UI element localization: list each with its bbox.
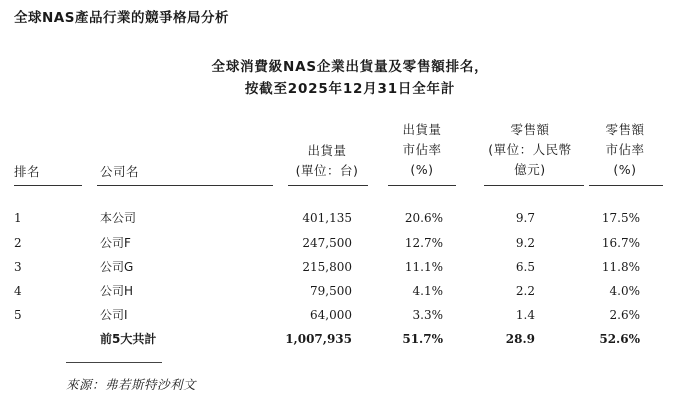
rule-retail-sales	[484, 185, 584, 186]
header-retail-sales: 零售額 (單位：人民幣 億元)	[488, 122, 572, 177]
rule-shipments	[288, 185, 368, 186]
rule-shipment-share	[388, 185, 456, 186]
table-title: 全球消費級NAS企業出貨量及零售額排名，	[211, 59, 489, 75]
header-rank: 排名	[14, 164, 41, 179]
header-shipments: 出貨量 (單位：台)	[295, 143, 359, 178]
table-subtitle: 按截至2025年12月31日全年計	[244, 81, 456, 97]
rule-retail-share	[589, 185, 663, 186]
header-retail-share: 零售額 市佔率 (%)	[605, 122, 645, 177]
rule-rank	[14, 185, 82, 186]
rule-company	[97, 185, 273, 186]
section-heading: 全球NAS產品行業的競爭格局分析	[14, 10, 229, 26]
header-company: 公司名	[100, 164, 140, 179]
source-note: 來源：弗若斯特沙利文	[66, 377, 197, 392]
header-shipment-share: 出貨量 市佔率 (%)	[402, 122, 442, 177]
footnote-rule	[66, 362, 162, 363]
